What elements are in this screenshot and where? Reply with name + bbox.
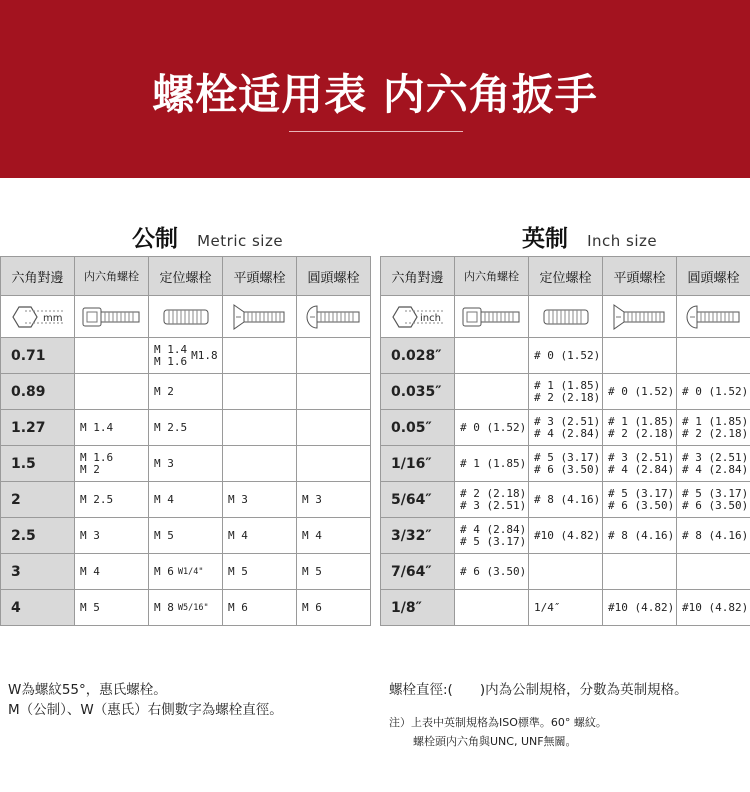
bolt-size-cell bbox=[677, 590, 750, 626]
bolt-size-cell bbox=[75, 518, 149, 554]
bolt-size-value: # 6 (3.50) bbox=[682, 498, 749, 512]
bolt-size-cell bbox=[149, 338, 223, 374]
table-row bbox=[1, 554, 371, 590]
bolt-size-value: # 2 (2.18) bbox=[608, 426, 675, 440]
unit-label: mm bbox=[42, 312, 62, 324]
bolt-size-cell bbox=[223, 338, 297, 374]
column-header: 六角對邊 bbox=[1, 257, 75, 296]
bolt-size-value: # 0 (1.52) bbox=[534, 348, 601, 362]
table-row bbox=[381, 554, 750, 590]
bolt-size-cell bbox=[677, 374, 750, 410]
bolt-size-cell bbox=[149, 446, 223, 482]
table-row bbox=[381, 518, 750, 554]
bolt-size-value: # 4 (2.84) bbox=[534, 426, 601, 440]
column-header: 六角對邊 bbox=[381, 257, 455, 296]
table-row bbox=[1, 446, 371, 482]
bolt-size-value: # 1 (1.85) bbox=[460, 456, 527, 470]
inch-title: 英制 bbox=[522, 226, 568, 252]
bolt-size-cell bbox=[529, 482, 603, 518]
bolt-size-value: M 4 bbox=[80, 564, 100, 578]
bolt-size-cell bbox=[455, 518, 529, 554]
bolt-size-cell bbox=[223, 590, 297, 626]
bolt-size-cell bbox=[297, 554, 371, 590]
note-iso: 注）上表中英制規格為ISO標準。60° 螺紋。 bbox=[389, 716, 607, 729]
set-screw-icon bbox=[149, 296, 223, 338]
bolt-size-cell bbox=[223, 446, 297, 482]
bolt-size-value: M 8 bbox=[154, 600, 174, 614]
metric-heading bbox=[132, 220, 283, 253]
table-row bbox=[381, 482, 750, 518]
bolt-size-value: M 3 bbox=[80, 528, 100, 542]
page-title: 螺栓适用表 内六角扳手 bbox=[152, 70, 598, 119]
metric-table bbox=[0, 256, 371, 626]
bolt-size-cell bbox=[223, 518, 297, 554]
bolt-size-cell bbox=[677, 554, 750, 590]
note-diameter: M（公制）、W（惠氏）右側數字為螺栓直徑。 bbox=[8, 702, 283, 718]
bolt-size-cell bbox=[297, 410, 371, 446]
bolt-size-cell bbox=[529, 554, 603, 590]
bolt-size-value: # 3 (2.51) bbox=[460, 498, 527, 512]
metric-subtitle: Metric size bbox=[197, 232, 284, 250]
bolt-size-value: # 3 (2.51) bbox=[682, 450, 749, 464]
hex-size-cell: 3 bbox=[1, 554, 75, 590]
column-header: 圓頭螺栓 bbox=[297, 257, 371, 296]
bolt-size-cell bbox=[677, 338, 750, 374]
bolt-size-cell bbox=[677, 482, 750, 518]
bolt-size-value: #10 (4.82) bbox=[682, 600, 749, 614]
bolt-size-value: # 4 (2.84) bbox=[608, 462, 675, 476]
bolt-size-value: M 2 bbox=[154, 384, 174, 398]
bolt-size-value: M 5 bbox=[228, 564, 248, 578]
header-row bbox=[1, 257, 371, 296]
hex-size-cell: 1/8″ bbox=[381, 590, 455, 626]
bolt-size-value: M 3 bbox=[302, 492, 322, 506]
bolt-size-cell bbox=[75, 554, 149, 590]
hex-size-cell: 3/32″ bbox=[381, 518, 455, 554]
bolt-size-value: # 8 (4.16) bbox=[608, 528, 675, 542]
bolt-size-cell bbox=[603, 518, 677, 554]
bolt-size-value: # 8 (4.16) bbox=[682, 528, 749, 542]
bolt-size-cell bbox=[603, 482, 677, 518]
bolt-size-value: M 5 bbox=[302, 564, 322, 578]
bolt-size-value: M 5 bbox=[80, 600, 100, 614]
bolt-size-cell bbox=[297, 446, 371, 482]
bolt-size-value: # 6 (3.50) bbox=[534, 462, 601, 476]
whitworth-size: W1/4" bbox=[177, 566, 204, 577]
bolt-size-cell bbox=[455, 338, 529, 374]
socket-head-bolt-icon bbox=[75, 296, 149, 338]
round-head-bolt-icon bbox=[297, 296, 371, 338]
flat-head-bolt-icon bbox=[223, 296, 297, 338]
bolt-size-value: # 0 (1.52) bbox=[460, 420, 527, 434]
bolt-size-value: M 6 bbox=[302, 600, 322, 614]
icon-row bbox=[381, 296, 750, 338]
bolt-size-cell bbox=[149, 410, 223, 446]
flat-head-bolt-icon bbox=[603, 296, 677, 338]
column-header: 圓頭螺栓 bbox=[677, 257, 750, 296]
bolt-size-cell bbox=[529, 410, 603, 446]
table-row bbox=[381, 374, 750, 410]
hex-size-cell: 2.5 bbox=[1, 518, 75, 554]
bolt-size-value: # 5 (3.17) bbox=[460, 534, 527, 548]
bolt-size-value: M 1.6 bbox=[154, 354, 188, 368]
bolt-size-value: # 3 (2.51) bbox=[534, 414, 601, 428]
column-header: 平頭螺栓 bbox=[603, 257, 677, 296]
bolt-size-cell bbox=[529, 590, 603, 626]
bolt-size-value: # 3 (2.51) bbox=[608, 450, 675, 464]
bolt-size-cell bbox=[529, 518, 603, 554]
bolt-size-cell bbox=[149, 482, 223, 518]
bolt-size-cell bbox=[149, 518, 223, 554]
bolt-size-cell bbox=[455, 590, 529, 626]
bolt-size-cell bbox=[223, 410, 297, 446]
bolt-size-value: M 4 bbox=[302, 528, 322, 542]
hex-size-cell: 2 bbox=[1, 482, 75, 518]
bolt-size-value: M 3 bbox=[154, 456, 174, 470]
hex-size-cell: 1.27 bbox=[1, 410, 75, 446]
bolt-size-value: M 1.4 bbox=[80, 420, 114, 434]
bolt-size-value: # 2 (2.18) bbox=[682, 426, 749, 440]
note-spec: 螺栓直徑:( )内為公制規格，分數為英制規格。 bbox=[389, 682, 688, 698]
hex-size-cell: 0.028″ bbox=[381, 338, 455, 374]
bolt-size-value: # 6 (3.50) bbox=[608, 498, 675, 512]
whitworth-size: W5/16" bbox=[177, 602, 209, 613]
bolt-size-cell bbox=[603, 410, 677, 446]
bolt-size-cell bbox=[677, 446, 750, 482]
bolt-size-value: M 5 bbox=[154, 528, 174, 542]
bolt-size-value: M 4 bbox=[228, 528, 248, 542]
title-divider bbox=[289, 131, 463, 132]
header-banner bbox=[0, 0, 750, 178]
hex-size-cell: 0.71 bbox=[1, 338, 75, 374]
bolt-size-value: M 2.5 bbox=[80, 492, 114, 506]
table-row bbox=[381, 410, 750, 446]
bolt-size-value: # 2 (2.18) bbox=[460, 486, 527, 500]
table-row bbox=[1, 338, 371, 374]
icon-row bbox=[1, 296, 371, 338]
bolt-size-cell bbox=[455, 374, 529, 410]
hex-size-cell: 7/64″ bbox=[381, 554, 455, 590]
bolt-size-cell bbox=[677, 518, 750, 554]
bolt-size-cell bbox=[529, 446, 603, 482]
bolt-size-value: # 1 (1.85) bbox=[534, 378, 601, 392]
bolt-size-cell bbox=[75, 410, 149, 446]
hex-size-cell: 4 bbox=[1, 590, 75, 626]
bolt-size-value: M 3 bbox=[228, 492, 248, 506]
bolt-size-value: #10 (4.82) bbox=[534, 528, 601, 542]
bolt-size-value: #10 (4.82) bbox=[608, 600, 675, 614]
bolt-size-cell bbox=[455, 410, 529, 446]
hex-size-cell: 0.035″ bbox=[381, 374, 455, 410]
hex-size-cell: 0.89 bbox=[1, 374, 75, 410]
bolt-size-value: M 4 bbox=[154, 492, 174, 506]
column-header: 平頭螺栓 bbox=[223, 257, 297, 296]
bolt-size-cell bbox=[603, 374, 677, 410]
bolt-size-cell bbox=[223, 374, 297, 410]
table-row bbox=[381, 590, 750, 626]
bolt-size-value: # 4 (2.84) bbox=[460, 522, 527, 536]
bolt-size-cell bbox=[297, 518, 371, 554]
bolt-size-cell bbox=[603, 590, 677, 626]
set-screw-icon bbox=[529, 296, 603, 338]
bolt-size-cell bbox=[603, 338, 677, 374]
hex-size-cell: 0.05″ bbox=[381, 410, 455, 446]
bolt-size-value: M 1.4 bbox=[154, 342, 188, 356]
header-row bbox=[381, 257, 750, 296]
table-row bbox=[1, 518, 371, 554]
hex-size-cell: 5/64″ bbox=[381, 482, 455, 518]
table-row bbox=[381, 338, 750, 374]
bolt-size-cell bbox=[297, 374, 371, 410]
bolt-size-cell bbox=[75, 590, 149, 626]
bolt-size-value: M 2 bbox=[80, 462, 100, 476]
bolt-size-value: # 1 (1.85) bbox=[682, 414, 749, 428]
bolt-size-cell bbox=[223, 554, 297, 590]
column-header: 内六角螺栓 bbox=[75, 257, 149, 296]
bolt-size-value: # 0 (1.52) bbox=[608, 384, 675, 398]
inch-subtitle: Inch size bbox=[587, 232, 658, 250]
bolt-size-value: # 8 (4.16) bbox=[534, 492, 601, 506]
bolt-size-cell bbox=[149, 590, 223, 626]
bolt-size-value: # 6 (3.50) bbox=[460, 564, 527, 578]
bolt-size-cell bbox=[529, 374, 603, 410]
table-row bbox=[1, 590, 371, 626]
column-header: 定位螺栓 bbox=[529, 257, 603, 296]
bolt-size-cell bbox=[297, 590, 371, 626]
bolt-size-value: 1/4″ bbox=[534, 600, 561, 614]
table-row bbox=[1, 374, 371, 410]
bolt-size-cell bbox=[75, 374, 149, 410]
note-unc: 螺栓頭内六角與UNC, UNF無關。 bbox=[413, 735, 577, 748]
bolt-size-cell bbox=[455, 482, 529, 518]
bolt-size-value: M 6 bbox=[228, 600, 248, 614]
bolt-size-value: M 6 bbox=[154, 564, 174, 578]
bolt-size-cell bbox=[149, 374, 223, 410]
inch-heading bbox=[522, 220, 657, 253]
unit-label: inch bbox=[419, 312, 441, 324]
bolt-size-cell bbox=[677, 410, 750, 446]
hex-key-size-icon bbox=[1, 296, 75, 338]
bolt-size-cell bbox=[603, 554, 677, 590]
hex-key-size-icon bbox=[381, 296, 455, 338]
bolt-size-cell bbox=[297, 338, 371, 374]
bolt-size-cell bbox=[603, 446, 677, 482]
bolt-size-cell bbox=[75, 482, 149, 518]
bolt-size-cell bbox=[455, 554, 529, 590]
bolt-size-value: # 5 (3.17) bbox=[608, 486, 675, 500]
bolt-size-value: # 5 (3.17) bbox=[534, 450, 601, 464]
hex-size-cell: 1/16″ bbox=[381, 446, 455, 482]
bolt-size-value: # 2 (2.18) bbox=[534, 390, 601, 404]
bolt-size-cell bbox=[297, 482, 371, 518]
round-head-bolt-icon bbox=[677, 296, 750, 338]
table-row bbox=[1, 410, 371, 446]
inch-table bbox=[380, 256, 750, 626]
table-row bbox=[381, 446, 750, 482]
table-row bbox=[1, 482, 371, 518]
bolt-size-cell bbox=[75, 446, 149, 482]
column-header: 内六角螺栓 bbox=[455, 257, 529, 296]
note-whitworth: W為螺紋55°，惠氏螺栓。 bbox=[8, 682, 167, 698]
bolt-size-value: M 1.6 bbox=[80, 450, 114, 464]
bolt-size-value: # 1 (1.85) bbox=[608, 414, 675, 428]
bolt-size-cell bbox=[223, 482, 297, 518]
bolt-size-value: # 4 (2.84) bbox=[682, 462, 749, 476]
bolt-size-cell bbox=[455, 446, 529, 482]
bolt-size-cell bbox=[75, 338, 149, 374]
whitworth-size: M1.8 bbox=[191, 348, 218, 362]
metric-title: 公制 bbox=[132, 226, 178, 252]
socket-head-bolt-icon bbox=[455, 296, 529, 338]
hex-size-cell: 1.5 bbox=[1, 446, 75, 482]
bolt-size-value: M 2.5 bbox=[154, 420, 188, 434]
bolt-size-value: # 0 (1.52) bbox=[682, 384, 749, 398]
bolt-size-cell bbox=[149, 554, 223, 590]
bolt-size-value: # 5 (3.17) bbox=[682, 486, 749, 500]
column-header: 定位螺栓 bbox=[149, 257, 223, 296]
bolt-size-cell bbox=[529, 338, 603, 374]
